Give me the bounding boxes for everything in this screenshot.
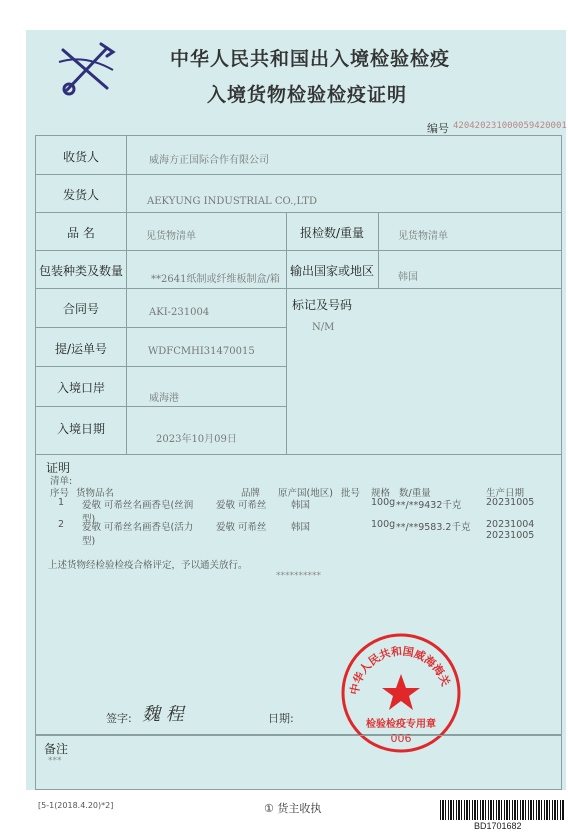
col-batch: 批号	[341, 488, 361, 499]
row2-name: 爱敬 可希丝名画香皂(活力型)	[82, 522, 194, 547]
title-line2: 入境货物检验检疫证明	[207, 84, 408, 106]
contract-value: AKI-231004	[149, 307, 210, 318]
row1-origin: 韩国	[291, 500, 311, 511]
barcode-number: BD1701682	[474, 821, 522, 831]
row2-no: 2	[58, 519, 65, 530]
signature: 魏 程	[142, 704, 184, 725]
origin-value: 韩国	[398, 272, 418, 283]
col-no: 序号	[50, 488, 70, 499]
bill-label: 提/运单号	[54, 342, 108, 356]
stamp-sub: 检验检疫专用章	[366, 719, 436, 730]
remarks-label: 备注	[44, 742, 69, 756]
certificate-section	[35, 455, 562, 735]
marks-label: 标记及号码	[292, 298, 353, 312]
remarks-section	[35, 735, 562, 790]
remarks-value: ***	[48, 756, 62, 766]
row2-spec: 100g	[371, 519, 396, 530]
row1-spec: 100g	[371, 497, 396, 508]
row2-brand: 爱敬 可希丝	[216, 522, 267, 533]
col-name: 货物品名	[76, 488, 115, 499]
col-qty: 数/重量	[399, 488, 431, 499]
consignor-value: AEKYUNG INDUSTRIAL CO.,LTD	[147, 196, 317, 207]
port-label: 入境口岸	[56, 381, 105, 395]
bill-value: WDFCMHI31470015	[148, 346, 255, 357]
entry-date-value: 2023年10月09日	[156, 434, 237, 445]
form-code: [5-1(2018.4.20)*2]	[38, 801, 114, 810]
col-brand: 品牌	[241, 488, 261, 499]
col-date: 生产日期	[486, 488, 525, 499]
certificate-heading: 证明	[46, 461, 71, 475]
goods-name-label: 品 名	[67, 226, 95, 240]
packing-label: 包装种类及数量	[38, 264, 123, 278]
row2-date: 20231004 20231005	[486, 519, 535, 541]
barcode	[440, 800, 564, 820]
col-spec: 规格	[371, 488, 391, 499]
port-value: 威海港	[149, 393, 179, 404]
stamp-number: 006	[390, 732, 412, 745]
col-origin: 原产国(地区)	[278, 488, 333, 499]
row2-origin: 韩国	[291, 522, 311, 533]
row1-no: 1	[58, 497, 65, 508]
serial-value: 420420231000059420001	[453, 121, 567, 131]
list-label: 清单:	[50, 476, 73, 487]
quantity-weight-label: 报检数/重量	[299, 226, 365, 240]
packing-value: **2641纸制或纤维板制盒/箱	[151, 274, 280, 285]
consignee-label: 收货人	[62, 150, 99, 164]
statement-stars: **********	[276, 571, 321, 581]
row1-brand: 爱敬 可希丝	[216, 500, 267, 511]
statement: 上述货物经检验检疫合格评定，予以通关放行。	[48, 560, 248, 571]
date-label: 日期:	[268, 712, 294, 725]
sign-label: 签字:	[106, 712, 132, 725]
row1-name: 爱敬 可希丝名画香皂(丝润型)	[82, 500, 194, 525]
quantity-weight-value: 见货物清单	[398, 231, 448, 242]
copy-label: ① 货主收执	[264, 802, 322, 815]
row1-date: 20231005	[486, 497, 535, 508]
row1-qty: **/**9432千克	[396, 500, 462, 511]
marks-value: N/M	[312, 322, 335, 333]
entry-date-label: 入境日期	[56, 422, 105, 436]
consignor-label: 发货人	[62, 188, 99, 202]
title-line1: 中华人民共和国出入境检验检疫	[170, 48, 451, 70]
serial-label: 编号	[427, 122, 449, 135]
stamp-text: 中华人民共和国威海海关	[347, 644, 453, 696]
origin-label: 输出国家或地区	[289, 264, 374, 278]
goods-name-value: 见货物清单	[146, 231, 196, 242]
info-grid	[35, 135, 562, 455]
customs-emblem-icon	[55, 40, 117, 98]
row2-qty: **/**9583.2千克	[396, 522, 471, 533]
contract-label: 合同号	[62, 302, 99, 316]
consignee-value: 威海方正国际合作有限公司	[149, 155, 269, 166]
